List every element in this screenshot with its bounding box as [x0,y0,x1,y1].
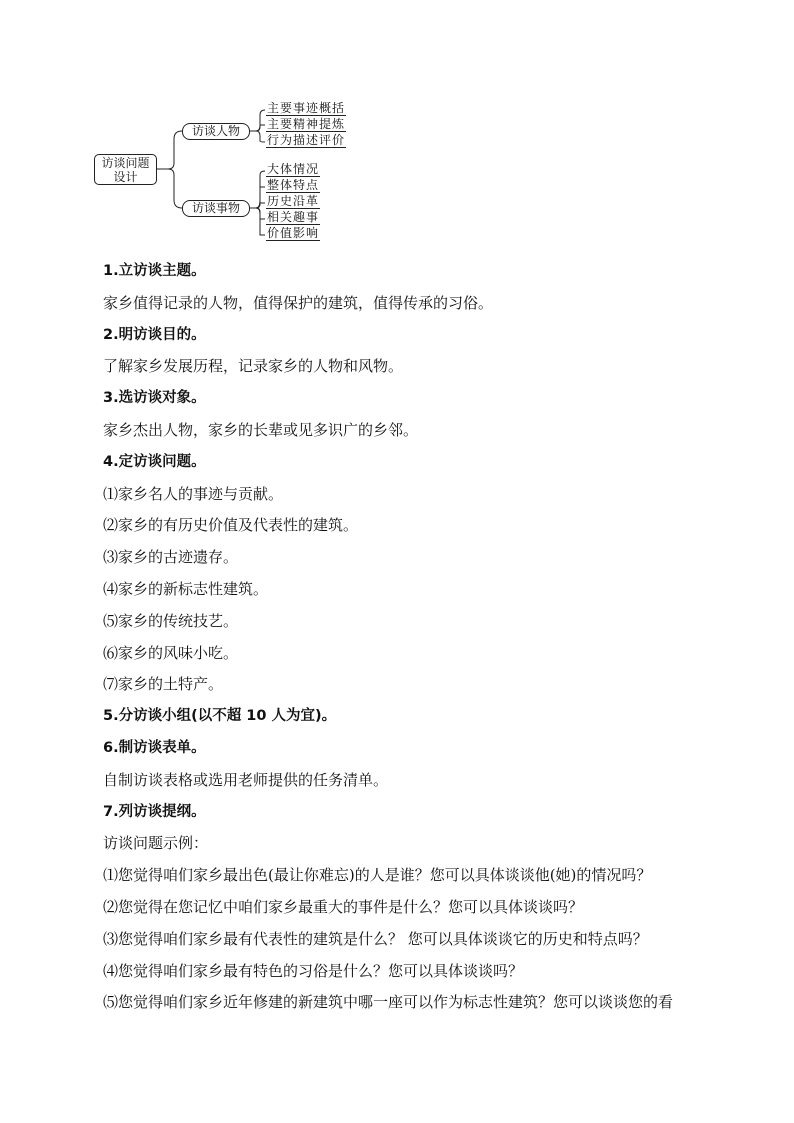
leaf-things-4: 相关趣事 [267,210,320,224]
leaf-things-1: 大体情况 [267,162,320,176]
section-7-heading: 7.列访谈提纲。 [103,803,206,820]
section-7-question-4: ⑷您觉得咱们家乡最有特色的习俗是什么？您可以具体谈谈吗？ [103,961,524,980]
section-3-text: 家乡杰出人物，家乡的长辈或见多识广的乡邻。 [103,420,419,439]
section-7-question-3: ⑶您觉得咱们家乡最有代表性的建筑是什么？ 您可以具体谈谈它的历史和特点吗？ [103,929,648,948]
mind-map-root-line-2: 设计 [113,170,138,184]
branch-people-label: 访谈人物 [191,124,240,138]
leaf-things-2: 整体特点 [267,178,320,192]
section-3-heading: 3.选访谈对象。 [103,390,206,407]
leaf-people-2: 主要精神提炼 [267,117,346,131]
leaf-people-3: 行为描述评价 [267,133,346,147]
section-2-heading: 2.明访谈目的。 [103,326,206,343]
leaf-people-1: 主要事迹概括 [267,101,346,115]
mind-map [0,0,794,250]
section-4-item-6: ⑹家乡的风味小吃。 [103,643,239,662]
section-7-intro: 访谈问题示例： [103,834,209,853]
section-4-item-4: ⑷家乡的新标志性建筑。 [103,579,269,598]
branch-things [182,200,250,217]
section-4-heading: 4.定访谈问题。 [103,453,206,470]
mind-map-root [94,154,157,185]
section-6-text: 自制访谈表格或选用老师提供的任务清单。 [103,770,389,789]
section-7-question-1: ⑴您觉得咱们家乡最出色(最让你难忘)的人是谁？您可以具体谈谈他(她)的情况吗？ [103,866,652,885]
leaf-things-3: 历史沿革 [267,194,320,208]
branch-things-label: 访谈事物 [191,201,240,215]
branch-people [182,123,250,140]
section-4-item-3: ⑶家乡的古迹遗存。 [103,548,239,567]
section-4-item-7: ⑺家乡的土特产。 [103,675,224,694]
leaf-things-5: 价值影响 [267,226,320,240]
mind-map-connectors [0,0,794,250]
section-4-item-5: ⑸家乡的传统技艺。 [103,611,239,630]
section-5-heading: 5.分访谈小组(以不超 10 人为宜)。 [103,708,337,725]
section-4-item-2: ⑵家乡的有历史价值及代表性的建筑。 [103,516,359,535]
section-2-text: 了解家乡发展历程，记录家乡的人物和风物。 [103,357,404,376]
mind-map-root-line-1: 访谈问题 [101,156,150,170]
section-7-question-2: ⑵您觉得在您记忆中咱们家乡最重大的事件是什么？您可以具体谈谈吗？ [103,897,584,916]
section-7-question-5: ⑸您觉得咱们家乡近年修建的新建筑中哪一座可以作为标志性建筑？您可以谈谈您的看 [103,993,674,1012]
section-4-item-1: ⑴家乡名人的事迹与贡献。 [103,484,284,503]
section-6-heading: 6.制访谈表单。 [103,739,206,756]
document-body [103,256,763,1019]
section-1-heading: 1.立访谈主题。 [103,263,206,279]
section-1-text: 家乡值得记录的人物，值得保护的建筑，值得传承的习俗。 [103,293,494,312]
